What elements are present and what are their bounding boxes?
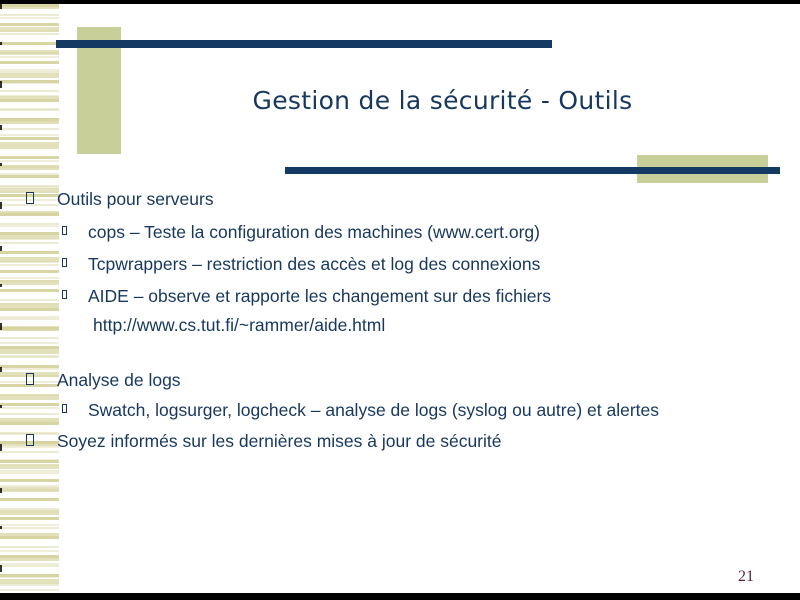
slide-title: Gestion de la sécurité - Outils [252,86,633,115]
bullet-text: Soyez informés sur les dernières mises à jour de sécurité [57,431,502,451]
bullet-item [0,189,800,210]
hollow-square-bullet-icon [26,192,34,204]
bullet-item [0,254,800,275]
page-number: 21 [738,568,754,585]
hollow-square-bullet-icon [26,373,34,385]
hollow-square-bullet-icon [26,434,34,446]
bullet-text: cops – Teste la configuration des machines (www.cert.org) [88,222,540,242]
bullet-item [0,370,800,391]
bullet-text: Tcpwrappers – restriction des accès et log des connexions [88,254,541,274]
bullet-item [0,222,800,243]
bottom-frame-bar [0,593,800,600]
hollow-square-bullet-icon [62,404,67,413]
bullet-item [0,286,800,307]
bullet-item [0,431,800,452]
top-frame-bar [0,0,800,4]
bullet-text: http://www.cs.tut.fi/~rammer/aide.html [93,315,386,335]
bullet-text: Outils pour serveurs [57,189,214,209]
bullet-item-continuation [0,315,800,336]
hollow-square-bullet-icon [62,226,67,235]
bullet-item [0,400,800,421]
bullet-text: Analyse de logs [57,370,181,390]
bullet-text: Swatch, logsurger, logcheck – analyse de logs (syslog ou autre) et alertes [88,400,660,420]
subtitle-rule-bar [285,167,780,174]
hollow-square-bullet-icon [62,290,67,299]
hollow-square-bullet-icon [62,258,67,267]
bullet-text: AIDE – observe et rapporte les changement sur des fichiers [88,286,552,306]
title-rule-bar [56,40,552,48]
